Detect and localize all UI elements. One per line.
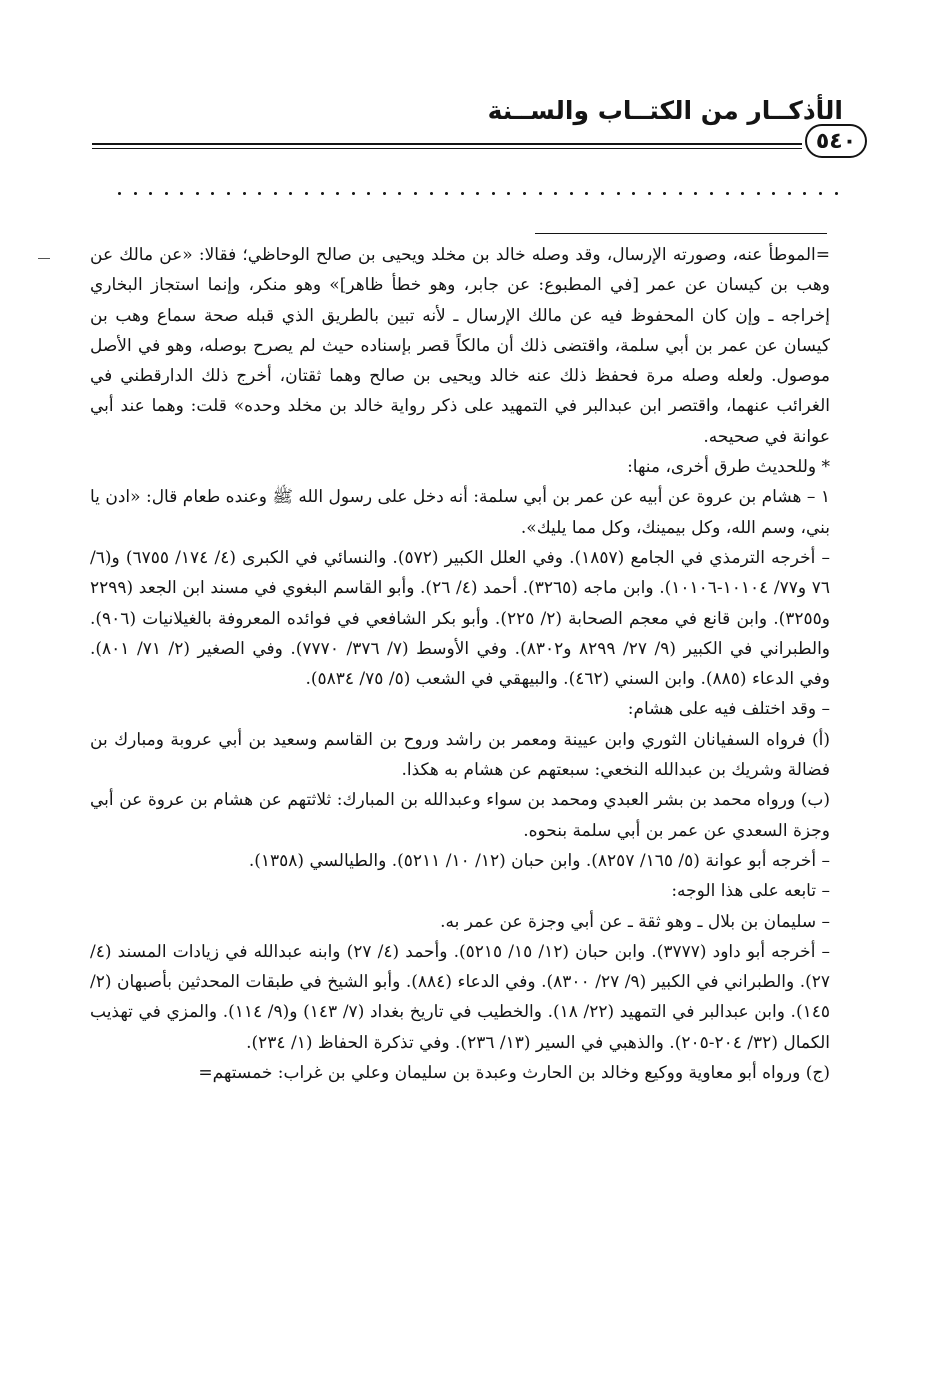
dotted-separator [118,192,838,195]
footnote-text [90,240,830,1088]
paragraph: – سليمان بن بلال ـ وهو ثقة ـ عن أبي وجزة عن عمر به. [440,911,830,932]
paragraph: – أخرجه أبو داود (٣٧٧٧). وابن حبان (١٢/ ١٥/ ٥٢١٥). وأحمد (٤/ ٢٧) وابنه عبدالله في زيادات المسند (٤/ ٢٧). والطبراني في الكبير (٩/ ٢٧/ ٨٣٠٠). وفي الدعاء (٨٨٤). وأبو الشيخ في طبقات المحدثين بأصبهان (٢/ ١٤٥). وابن عبدالبر في التمهيد (٢٢/ ١٨). والخطيب في تاريخ بغداد (٧/ ١٤٣) و(٩/ ١١٤). والمزي في تهذيب الكمال (٣٢/ ٢٠٤-٢٠٥). والذهبي في السير (١٣/ ٢٣٦). وفي تذكرة الحفاظ (١/ ٢٣٤). [90,941,831,1053]
paragraph: – وقد اختلف فيه على هشام: [627,699,830,720]
paragraph: ١ – هشام بن عروة عن أبيه عن عمر بن أبي سلمة: أنه دخل على رسول الله ﷺ وعنده طعام قال: «ادن يا بني، وسم الله، وكل بيمينك، وكل مما يليك». [90,487,830,538]
paragraph: * وللحديث طرق أخرى، منها: [627,457,830,478]
paragraph: (ج) ورواه أبو معاوية ووكيع وخالد بن الحارث وعبدة بن سليمان وعلي بن غراب: خمستهم= [198,1063,830,1084]
running-header-title: الأذكــار من الكتــاب والســنة [487,96,843,125]
paragraph: – أخرجه الترمذي في الجامع (١٨٥٧). وفي العلل الكبير (٥٧٢). والنسائي في الكبرى (٤/ ١٧٤/ ٦٧٥٥) و(٦/ ٧٦ و٧٧/ ١٠١٠٤-١٠١٠٦). وابن ماجه (٣٢٦٥). أحمد (٤/ ٢٦). وأبو القاسم البغوي في مسند ابن الجعد (٢٢٩٩ و٣٢٥٥). وابن قانع في معجم الصحابة (٢/ ٢٢٥). وأبو بكر الشافعي في فوائده المعروفة بالغيلانيات (٩٠٦). والطبراني في الكبير (٩/ ٢٧/ ٨٢٩٩ و٨٣٠٢). وفي الأوسط (٧/ ٣٧٦/ ٧٧٧٠). وفي الصغير (٢/ ٧١/ ٨٠١). وفي الدعاء (٨٨٥). وابن السني (٤٦٢). والبيهقي في الشعب (٥/ ٧٥/ ٥٨٣٤). [90,547,831,690]
header-rule [92,143,802,149]
paragraph: (أ) فرواه السفيانان الثوري وابن عيينة ومعمر بن راشد وروح بن القاسم وسعيد بن أبي عروبة ومبارك بن فضالة وشريك بن عبدالله النخعي: سبعتهم عن هشام به هكذا. [90,729,830,781]
paragraph: =الموطأ عنه، وصورته الإرسال، وقد وصله خالد بن مخلد ويحيى بن صالح الوحاظي؛ فقالا: «عن مالك عن وهب بن كيسان عن عمر [في المطبوع: عن جابر، وهو خطأ ظاهر]» وهو منكر، وإنما استجاز البخاري إخراجه ـ وإن كان المحفوظ فيه عن مالك الإرسال ـ لأنه تبين بالطريق الذي قبله صحة سماع وهب بن كيسان عن عمر بن أبي سلمة، واقتضى ذلك أن مالكاً قصر بإسناده حيث لم يصرح بوصله، وهو في الأصل موصول. ولعله وصله مرة فحفظ ذلك عنه خالد ويحيى بن صالح وهما ثقتان، أخرج ذلك الدارقطني في الغرائب عنهما، واقتصر ابن عبدالبر في التمهيد على ذكر رواية خالد بن مخلد وحده» قلت: وهما عند أبي عوانة في صحيحه. [90,245,830,447]
paragraph: (ب) ورواه محمد بن بشر العبدي ومحمد بن سواء وعبدالله بن المبارك: ثلاثتهم عن هشام بن عروة عن أبي وجزة السعدي عن عمر بن أبي سلمة بنحوه. [90,790,830,841]
footnote-rule [535,233,827,234]
paragraph: – أخرجه أبو عوانة (٥/ ١٦٥/ ٨٢٥٧). وابن حبان (١٢/ ١٠/ ٥٢١١). والطيالسي (١٣٥٨). [248,850,830,871]
page-number-badge: ٥٤٠ [805,124,867,158]
paragraph: – تابعه على هذا الوجه: [671,881,830,902]
margin-mark [38,258,50,259]
